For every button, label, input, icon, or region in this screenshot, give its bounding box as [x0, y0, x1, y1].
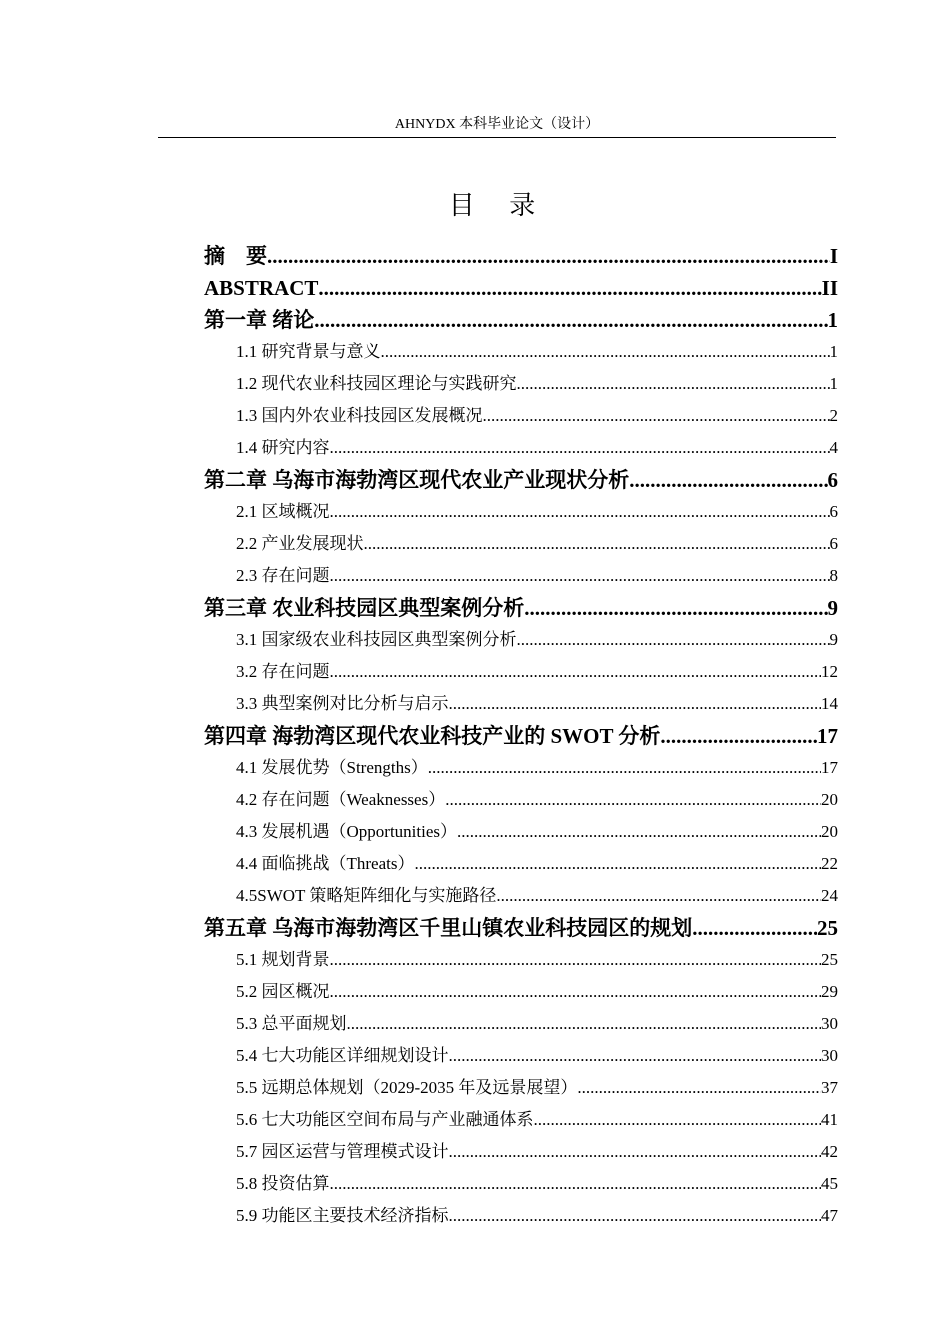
toc-section-entry[interactable]	[204, 336, 838, 368]
toc-chapter-entry[interactable]	[204, 272, 838, 304]
toc-entry-page: 42	[821, 1142, 838, 1161]
toc-section-entry[interactable]	[204, 944, 838, 976]
toc-section-entry[interactable]	[204, 528, 838, 560]
toc-entry-label: 5.2 园区概况	[236, 982, 330, 1001]
toc-entry-label: 第五章 乌海市海勃湾区千里山镇农业科技园区的规划	[204, 916, 693, 940]
toc-section-entry[interactable]	[204, 560, 838, 592]
toc-section-entry[interactable]	[204, 784, 838, 816]
toc-section-entry[interactable]	[204, 624, 838, 656]
toc-dot-leader	[483, 400, 830, 432]
toc-entry-page: 25	[821, 950, 838, 969]
toc-entry-label: 1.2 现代农业科技园区理论与实践研究	[236, 374, 517, 393]
toc-dot-leader	[577, 1072, 821, 1104]
toc-section-entry[interactable]	[204, 976, 838, 1008]
toc-entry-label: ABSTRACT	[204, 276, 319, 300]
toc-entry-page: 41	[821, 1110, 838, 1129]
toc-dot-leader	[267, 240, 830, 272]
toc-entry-label: 3.2 存在问题	[236, 662, 330, 681]
toc-entry-page: 29	[821, 982, 838, 1001]
toc-dot-leader	[692, 912, 817, 944]
toc-section-entry[interactable]	[204, 816, 838, 848]
toc-entry-page: 8	[829, 566, 838, 585]
toc-dot-leader	[414, 848, 821, 880]
toc-entry-page: 12	[821, 662, 838, 681]
toc-section-entry[interactable]	[204, 1072, 838, 1104]
toc-dot-leader	[517, 624, 830, 656]
toc-entry-label: 2.1 区域概况	[236, 502, 330, 521]
toc-dot-leader	[517, 368, 830, 400]
toc-section-entry[interactable]	[204, 848, 838, 880]
toc-section-entry[interactable]	[204, 1136, 838, 1168]
page-header	[158, 112, 836, 138]
toc-entry-label: 第一章 绪论	[204, 308, 315, 332]
toc-entry-label: 5.9 功能区主要技术经济指标	[236, 1206, 449, 1225]
toc-entry-label: 3.1 国家级农业科技园区典型案例分析	[236, 630, 517, 649]
toc-entry-label: 第二章 乌海市海勃湾区现代农业产业现状分析	[204, 468, 630, 492]
toc-dot-leader	[534, 1104, 822, 1136]
toc-entry-label: 2.2 产业发展现状	[236, 534, 364, 553]
toc-entry-page: 22	[821, 854, 838, 873]
toc-section-entry[interactable]	[204, 1040, 838, 1072]
toc-entry-page: 45	[821, 1174, 838, 1193]
toc-entry-page: 24	[821, 886, 838, 905]
toc-entry-page: I	[829, 244, 838, 268]
toc-entry-label: 5.1 规划背景	[236, 950, 330, 969]
toc-dot-leader	[428, 752, 821, 784]
toc-entry-label: 5.5 远期总体规划（2029-2035 年及远景展望）	[236, 1078, 578, 1097]
toc-entry-page: 25	[817, 916, 838, 940]
toc-entry-label: 5.3 总平面规划	[236, 1014, 347, 1033]
toc-dot-leader	[314, 304, 827, 336]
toc-dot-leader	[381, 336, 830, 368]
toc-dot-leader	[330, 560, 830, 592]
toc-entry-page: 9	[829, 630, 838, 649]
toc-dot-leader	[660, 720, 817, 752]
toc-entry-label: 3.3 典型案例对比分析与启示	[236, 694, 449, 713]
toc-dot-leader	[449, 1136, 822, 1168]
toc-entry-label: 4.5SWOT 策略矩阵细化与实施路径	[236, 886, 497, 905]
toc-entry-page: 20	[821, 790, 838, 809]
header-text: AHNYDX 本科毕业论文（设计）	[394, 117, 600, 132]
toc-dot-leader	[449, 1040, 822, 1072]
toc-section-entry[interactable]	[204, 432, 838, 464]
toc-section-entry[interactable]	[204, 1008, 838, 1040]
toc-section-entry[interactable]	[204, 656, 838, 688]
toc-dot-leader	[496, 880, 821, 912]
toc-entry-page: 6	[829, 502, 838, 521]
toc-entry-label: 4.3 发展机遇（Opportunities）	[236, 822, 457, 841]
toc-dot-leader	[330, 656, 822, 688]
toc-entry-label: 5.7 园区运营与管理模式设计	[236, 1142, 449, 1161]
toc-dot-leader	[347, 1008, 822, 1040]
toc-dot-leader	[629, 464, 827, 496]
toc-chapter-entry[interactable]	[204, 912, 838, 944]
toc-entry-label: 4.2 存在问题（Weaknesses）	[236, 790, 446, 809]
toc-entry-label: 5.8 投资估算	[236, 1174, 330, 1193]
toc-entry-page: 4	[829, 438, 838, 457]
toc-chapter-entry[interactable]	[204, 464, 838, 496]
toc-dot-leader	[330, 976, 822, 1008]
toc-entry-label: 4.4 面临挑战（Threats）	[236, 854, 415, 873]
toc-dot-leader	[330, 1168, 822, 1200]
toc-entry-page: 30	[821, 1014, 838, 1033]
toc-entry-page: 6	[829, 534, 838, 553]
toc-section-entry[interactable]	[204, 880, 838, 912]
toc-entry-page: 17	[821, 758, 838, 777]
toc-chapter-entry[interactable]	[204, 592, 838, 624]
toc-entry-page: 20	[821, 822, 838, 841]
toc-entry-label: 1.3 国内外农业科技园区发展概况	[236, 406, 483, 425]
toc-entry-label: 1.1 研究背景与意义	[236, 342, 381, 361]
toc-entry-label: 1.4 研究内容	[236, 438, 330, 457]
toc-dot-leader	[524, 592, 827, 624]
toc-entry-label: 5.4 七大功能区详细规划设计	[236, 1046, 449, 1065]
toc-section-entry[interactable]	[204, 752, 838, 784]
toc-dot-leader	[449, 1200, 822, 1232]
toc-entry-page: 14	[821, 694, 838, 713]
toc-section-entry[interactable]	[204, 1168, 838, 1200]
toc-chapter-entry[interactable]	[204, 720, 838, 752]
toc-entry-page: 37	[821, 1078, 838, 1097]
toc-dot-leader	[330, 944, 822, 976]
toc-entry-label: 第四章 海勃湾区现代农业科技产业的 SWOT 分析	[204, 724, 661, 748]
toc-entry-page: 2	[829, 406, 838, 425]
toc-chapter-entry[interactable]	[204, 304, 838, 336]
toc-dot-leader	[330, 496, 830, 528]
toc-section-entry[interactable]	[204, 1200, 838, 1232]
toc-dot-leader	[445, 784, 821, 816]
toc-dot-leader	[449, 688, 822, 720]
toc-entry-page: 1	[829, 374, 838, 393]
toc-dot-leader	[330, 432, 830, 464]
table-of-contents	[204, 240, 838, 1232]
toc-chapter-entry[interactable]	[204, 240, 838, 272]
toc-section-entry[interactable]	[204, 496, 838, 528]
toc-section-entry[interactable]	[204, 368, 838, 400]
toc-dot-leader	[364, 528, 830, 560]
toc-entry-page: 1	[827, 308, 838, 332]
toc-entry-page: 1	[829, 342, 838, 361]
toc-section-entry[interactable]	[204, 1104, 838, 1136]
toc-entry-page: 30	[821, 1046, 838, 1065]
toc-dot-leader	[318, 272, 821, 304]
toc-entry-page: 9	[827, 596, 838, 620]
toc-entry-label: 第三章 农业科技园区典型案例分析	[204, 596, 525, 620]
toc-entry-label: 摘 要	[204, 244, 267, 268]
toc-title: 目 录	[448, 191, 550, 220]
toc-section-entry[interactable]	[204, 400, 838, 432]
toc-entry-page: 17	[817, 724, 838, 748]
toc-section-entry[interactable]	[204, 688, 838, 720]
toc-dot-leader	[457, 816, 821, 848]
toc-entry-label: 5.6 七大功能区空间布局与产业融通体系	[236, 1110, 534, 1129]
toc-entry-page: 6	[827, 468, 838, 492]
toc-entry-label: 2.3 存在问题	[236, 566, 330, 585]
toc-entry-label: 4.1 发展优势（Strengths）	[236, 758, 428, 777]
toc-entry-page: II	[821, 276, 838, 300]
toc-entry-page: 47	[821, 1206, 838, 1225]
